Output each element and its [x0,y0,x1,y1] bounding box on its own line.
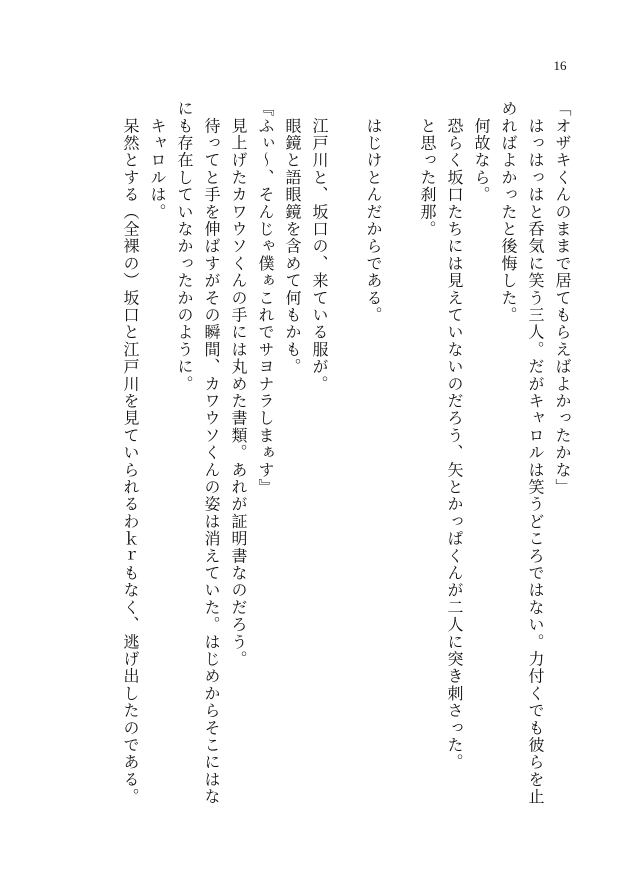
text-line: 見上げたカワウソくんの手には丸めた書類。あれが証明書なのだろう。 [229,100,248,668]
text-line: 恐らく坂口たちには見えていないのだろう、矢とかっぱくんが二人に突き刺さった。 [445,100,464,771]
text-line: キャロルは。 [148,100,167,221]
text-line: 『ふぃ〜、そんじゃ僕ぁこれでサヨナラしまぁす』 [256,100,275,496]
paragraph-gap [333,100,360,820]
paragraph-gap [387,100,414,820]
text-line: はじけとんだからである。 [364,100,383,324]
text-line: と思った刹那。 [418,100,437,238]
text-line: 眼鏡と語眼鏡を含めて何もかも。 [283,100,302,376]
text-line: 待ってと手を伸ばすがその瞬間、カワウソくんの姿は消えていた。はじめからそこにはな [202,100,221,806]
text-line: 江戸川と、坂口の、来ている服が。 [310,100,329,393]
text-line: 何故なら。 [472,100,491,204]
vertical-text-body [117,100,576,820]
text-line: 「オザキくんのままで居てもらえばよかったかな」 [553,100,572,496]
page-number: 16 [553,58,567,73]
text-line: にも存在していなかったかのように。 [175,100,194,393]
text-line: めればよかったと後悔した。 [499,100,518,324]
text-line: はっはっはと呑気に笑う三人。だがキャロルは笑うどころではない。力付くでも彼らを止 [526,100,545,806]
text-line: 呆然とする（全裸の）坂口と江戸川を見ていられるわｋｒもなく、逃げ出したのである。 [121,100,140,806]
